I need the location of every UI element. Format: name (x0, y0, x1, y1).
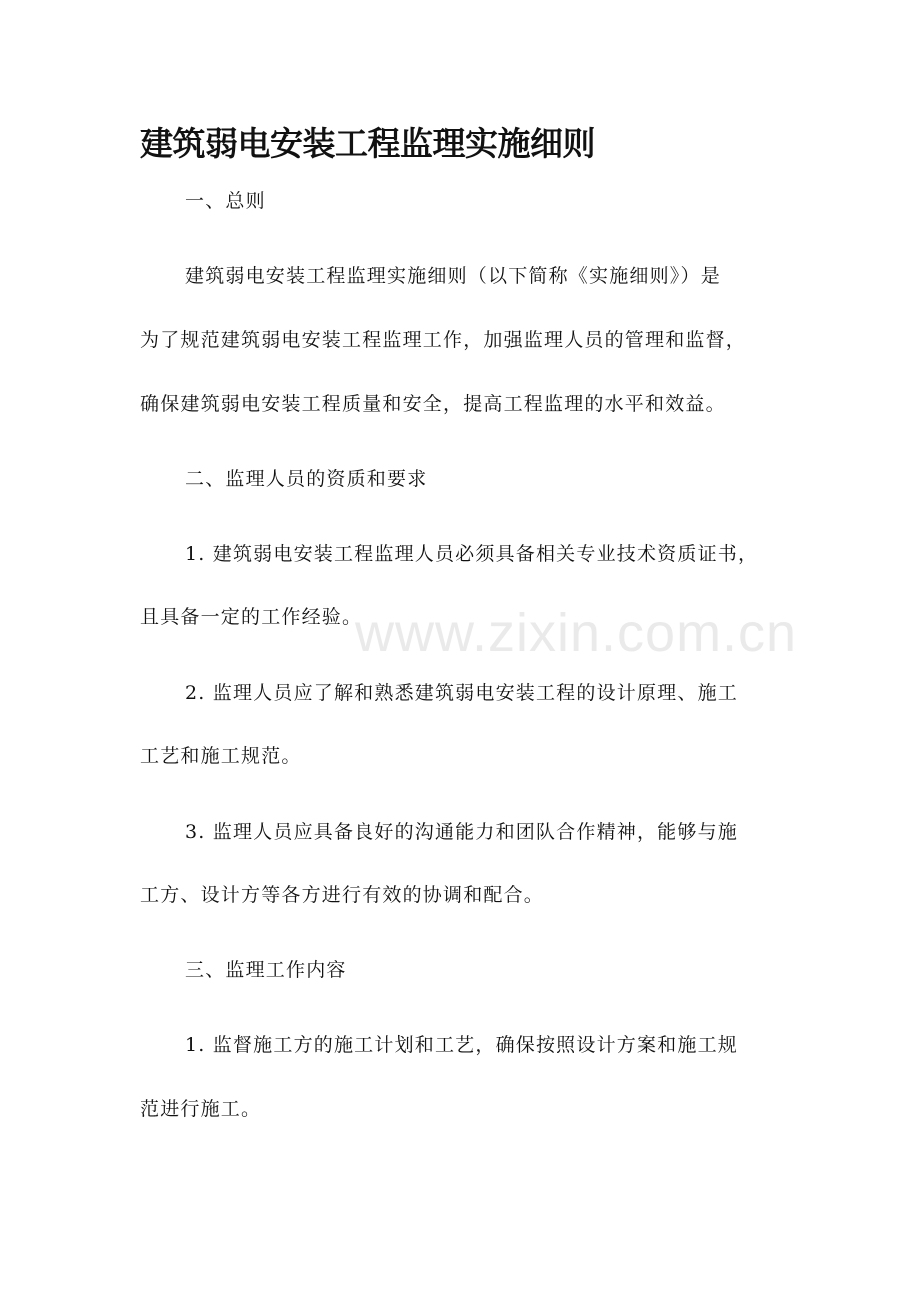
section-2-item-1-line-2: 且具备一定的工作经验。 (140, 606, 363, 628)
paragraph-1-line-3: 确保建筑弱电安装工程质量和安全，提高工程监理的水平和效益。 (140, 393, 726, 415)
section-3-item-1-line-2: 范进行施工。 (140, 1098, 262, 1120)
section-2-item-3-line-1: 3. 监理人员应具备良好的沟通能力和团队合作精神，能够与施 (185, 821, 738, 843)
section-3-heading: 三、监理工作内容 (185, 959, 347, 981)
paragraph-1-line-1: 建筑弱电安装工程监理实施细则（以下简称《实施细则》）是 (185, 265, 721, 287)
section-2-item-1-line-1: 1. 建筑弱电安装工程监理人员必须具备相关专业技术资质证书， (185, 543, 759, 565)
document-title: 建筑弱电安装工程监理实施细则 (140, 124, 595, 163)
paragraph-1-line-2: 为了规范建筑弱电安装工程监理工作，加强监理人员的管理和监督， (140, 329, 747, 351)
watermark: www.zixin.com.cn (355, 603, 798, 663)
section-2-item-3-line-2: 工方、设计方等各方进行有效的协调和配合。 (140, 884, 545, 906)
section-2-item-2-line-2: 工艺和施工规范。 (140, 745, 302, 767)
section-3-item-1-line-1: 1. 监督施工方的施工计划和工艺，确保按照设计方案和施工规 (185, 1034, 738, 1056)
section-2-heading: 二、监理人员的资质和要求 (185, 468, 428, 490)
section-2-item-2-line-1: 2. 监理人员应了解和熟悉建筑弱电安装工程的设计原理、施工 (185, 682, 738, 704)
section-1-heading: 一、总则 (185, 190, 266, 212)
